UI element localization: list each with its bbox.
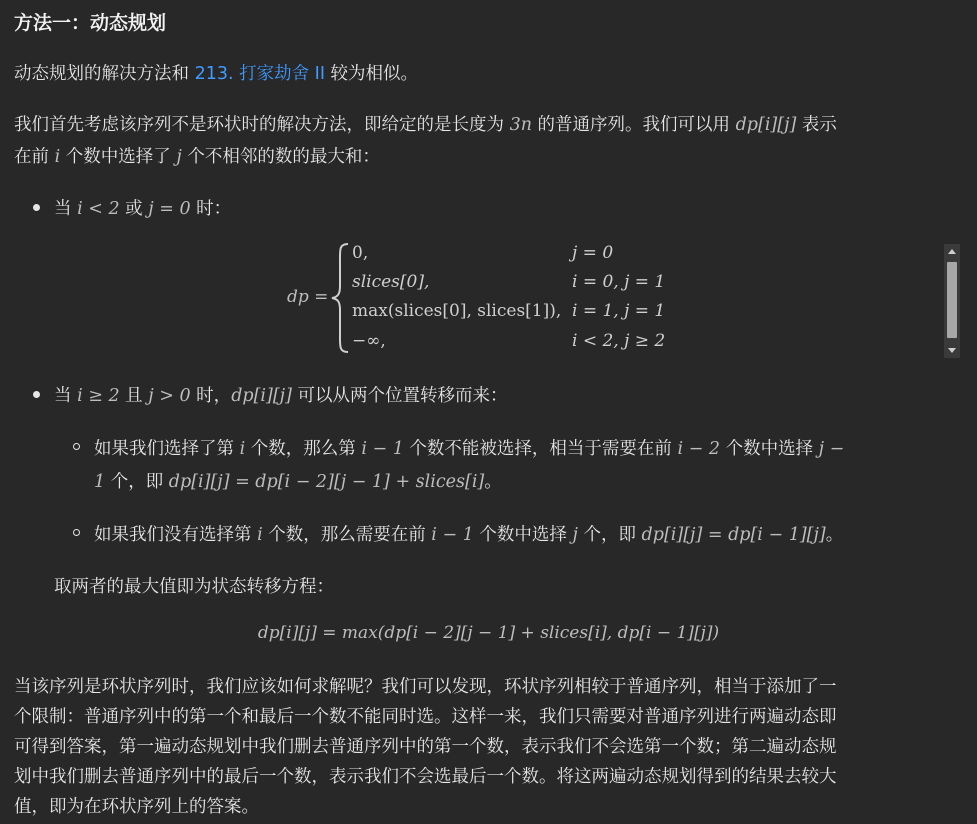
paragraph-circular-line1: 当该序列是环状序列时，我们应该如何求解呢？我们可以发现，环状序列相较于普通序列，相当于添加了一 [14, 677, 837, 697]
math-j: j [176, 147, 182, 167]
text: 我们首先考虑该序列不是环状时的解决方法，即给定的是长度为 [14, 115, 510, 135]
list-item-base-case [54, 195, 231, 220]
paragraph-intro [14, 60, 418, 85]
text: 且 [119, 386, 149, 406]
text: 时： [190, 199, 232, 219]
intro-text-after: 较为相似。 [324, 64, 419, 84]
left-brace-icon [330, 242, 352, 354]
paragraph-circular-line5: 值，即为在环状序列上的答案。 [14, 797, 259, 817]
math-transition-select: dp[i][j] = dp[i − 2][j − 1] + slices[i] [168, 472, 485, 492]
paragraph-circular-line2: 个限制：普通序列中的第一个和最后一个数不能同时选。这样一来，我们只需要对普通序列进行两遍动态即 [14, 707, 837, 727]
math-dp-i-j: dp[i][j] [735, 115, 797, 135]
text: 个数，那么需要在前 [262, 525, 432, 545]
math-cond-j: j > 0 [148, 386, 191, 406]
intro-text-before: 动态规划的解决方法和 [14, 64, 195, 84]
math-cond-j: j = 0 [148, 199, 191, 219]
scroll-up-arrow-icon[interactable] [948, 249, 956, 254]
math-cond-i: i ≥ 2 [77, 386, 120, 406]
math: i − 1 [431, 525, 474, 545]
case-condition-3: i = 1, j = 1 [572, 301, 666, 321]
paragraph-definition-line2 [14, 143, 380, 168]
equation-transition: dp[i][j] = max(dp[i − 2][j − 1] + slices[i], dp[i − 1][j]) [257, 623, 720, 643]
text: 个，即 [105, 472, 169, 492]
sub-bullet-icon [73, 529, 80, 536]
math-transition-skip: dp[i][j] = dp[i − 1][j] [641, 525, 826, 545]
text: 时， [190, 386, 232, 406]
text: 个，即 [577, 525, 642, 545]
math-dp-i-j: dp[i][j] [231, 386, 292, 406]
math: i [257, 525, 263, 545]
sub-bullet-icon [73, 443, 80, 450]
problem-link[interactable]: 213. 打家劫舍 II [194, 64, 325, 84]
case-condition-2: i = 0, j = 1 [572, 272, 666, 292]
text: 如果我们选择了第 [94, 439, 240, 459]
section-heading: 方法一：动态规划 [14, 12, 167, 34]
math: i − 1 [361, 439, 404, 459]
text: 表示 [796, 115, 837, 135]
math: i − 2 [677, 439, 720, 459]
paragraph-circular-line3: 可得到答案，第一遍动态规划中我们删去普通序列中的第一个数，表示我们不会选第一个数；第二遍动态规 [14, 737, 837, 757]
case-value-4: −∞, [352, 331, 386, 351]
math: j [572, 525, 578, 545]
math: 1 [94, 472, 106, 492]
case-value-3: max(slices[0], slices[1]), [352, 301, 562, 321]
case-condition-4: i < 2, j ≥ 2 [572, 331, 666, 351]
paragraph-circular-line4: 划中我们删去普通序列中的最后一个数，表示我们不会选最后一个数。将这两遍动态规划得到的结果去较大 [14, 767, 837, 787]
paragraph-max: 取两者的最大值即为状态转移方程： [54, 577, 334, 597]
list-item-transition [54, 382, 508, 407]
sub-item-select-line2 [94, 468, 502, 493]
math-i: i [54, 147, 61, 167]
case-value-2: slices[0], [352, 272, 430, 292]
equation-lhs: dp = [287, 287, 329, 307]
equation-scrollbar[interactable] [944, 244, 960, 358]
math-3n: 3n [509, 115, 532, 135]
math: j − [818, 439, 845, 459]
text: 个数中选择 [720, 439, 819, 459]
text: 个数不能被选择，相当于需要在前 [403, 439, 678, 459]
scrollbar-thumb[interactable] [947, 262, 957, 338]
sub-item-skip [94, 521, 843, 546]
sub-item-select-line1 [94, 435, 844, 460]
text: 如果我们没有选择第 [94, 525, 258, 545]
bullet-icon [33, 391, 40, 398]
math: i [239, 439, 246, 459]
text: 的普通序列。我们可以用 [531, 115, 736, 135]
text: 可以从两个位置转移而来： [291, 386, 508, 406]
scroll-down-arrow-icon[interactable] [948, 348, 956, 353]
text: 个数，那么第 [245, 439, 362, 459]
text: 个不相邻的数的最大和： [181, 147, 380, 167]
text: 。 [825, 525, 844, 545]
text: 当 [54, 386, 78, 406]
paragraph-definition-line1 [14, 111, 837, 136]
text: 在前 [14, 147, 55, 167]
text: 个数中选择 [473, 525, 573, 545]
text: 个数中选择了 [60, 147, 177, 167]
text: 当 [54, 199, 78, 219]
bullet-icon [33, 204, 40, 211]
text: 。 [484, 472, 502, 492]
text: 或 [119, 199, 149, 219]
case-condition-1: j = 0 [572, 243, 614, 263]
case-value-1: 0, [352, 243, 369, 263]
math-cond-i: i < 2 [77, 199, 120, 219]
